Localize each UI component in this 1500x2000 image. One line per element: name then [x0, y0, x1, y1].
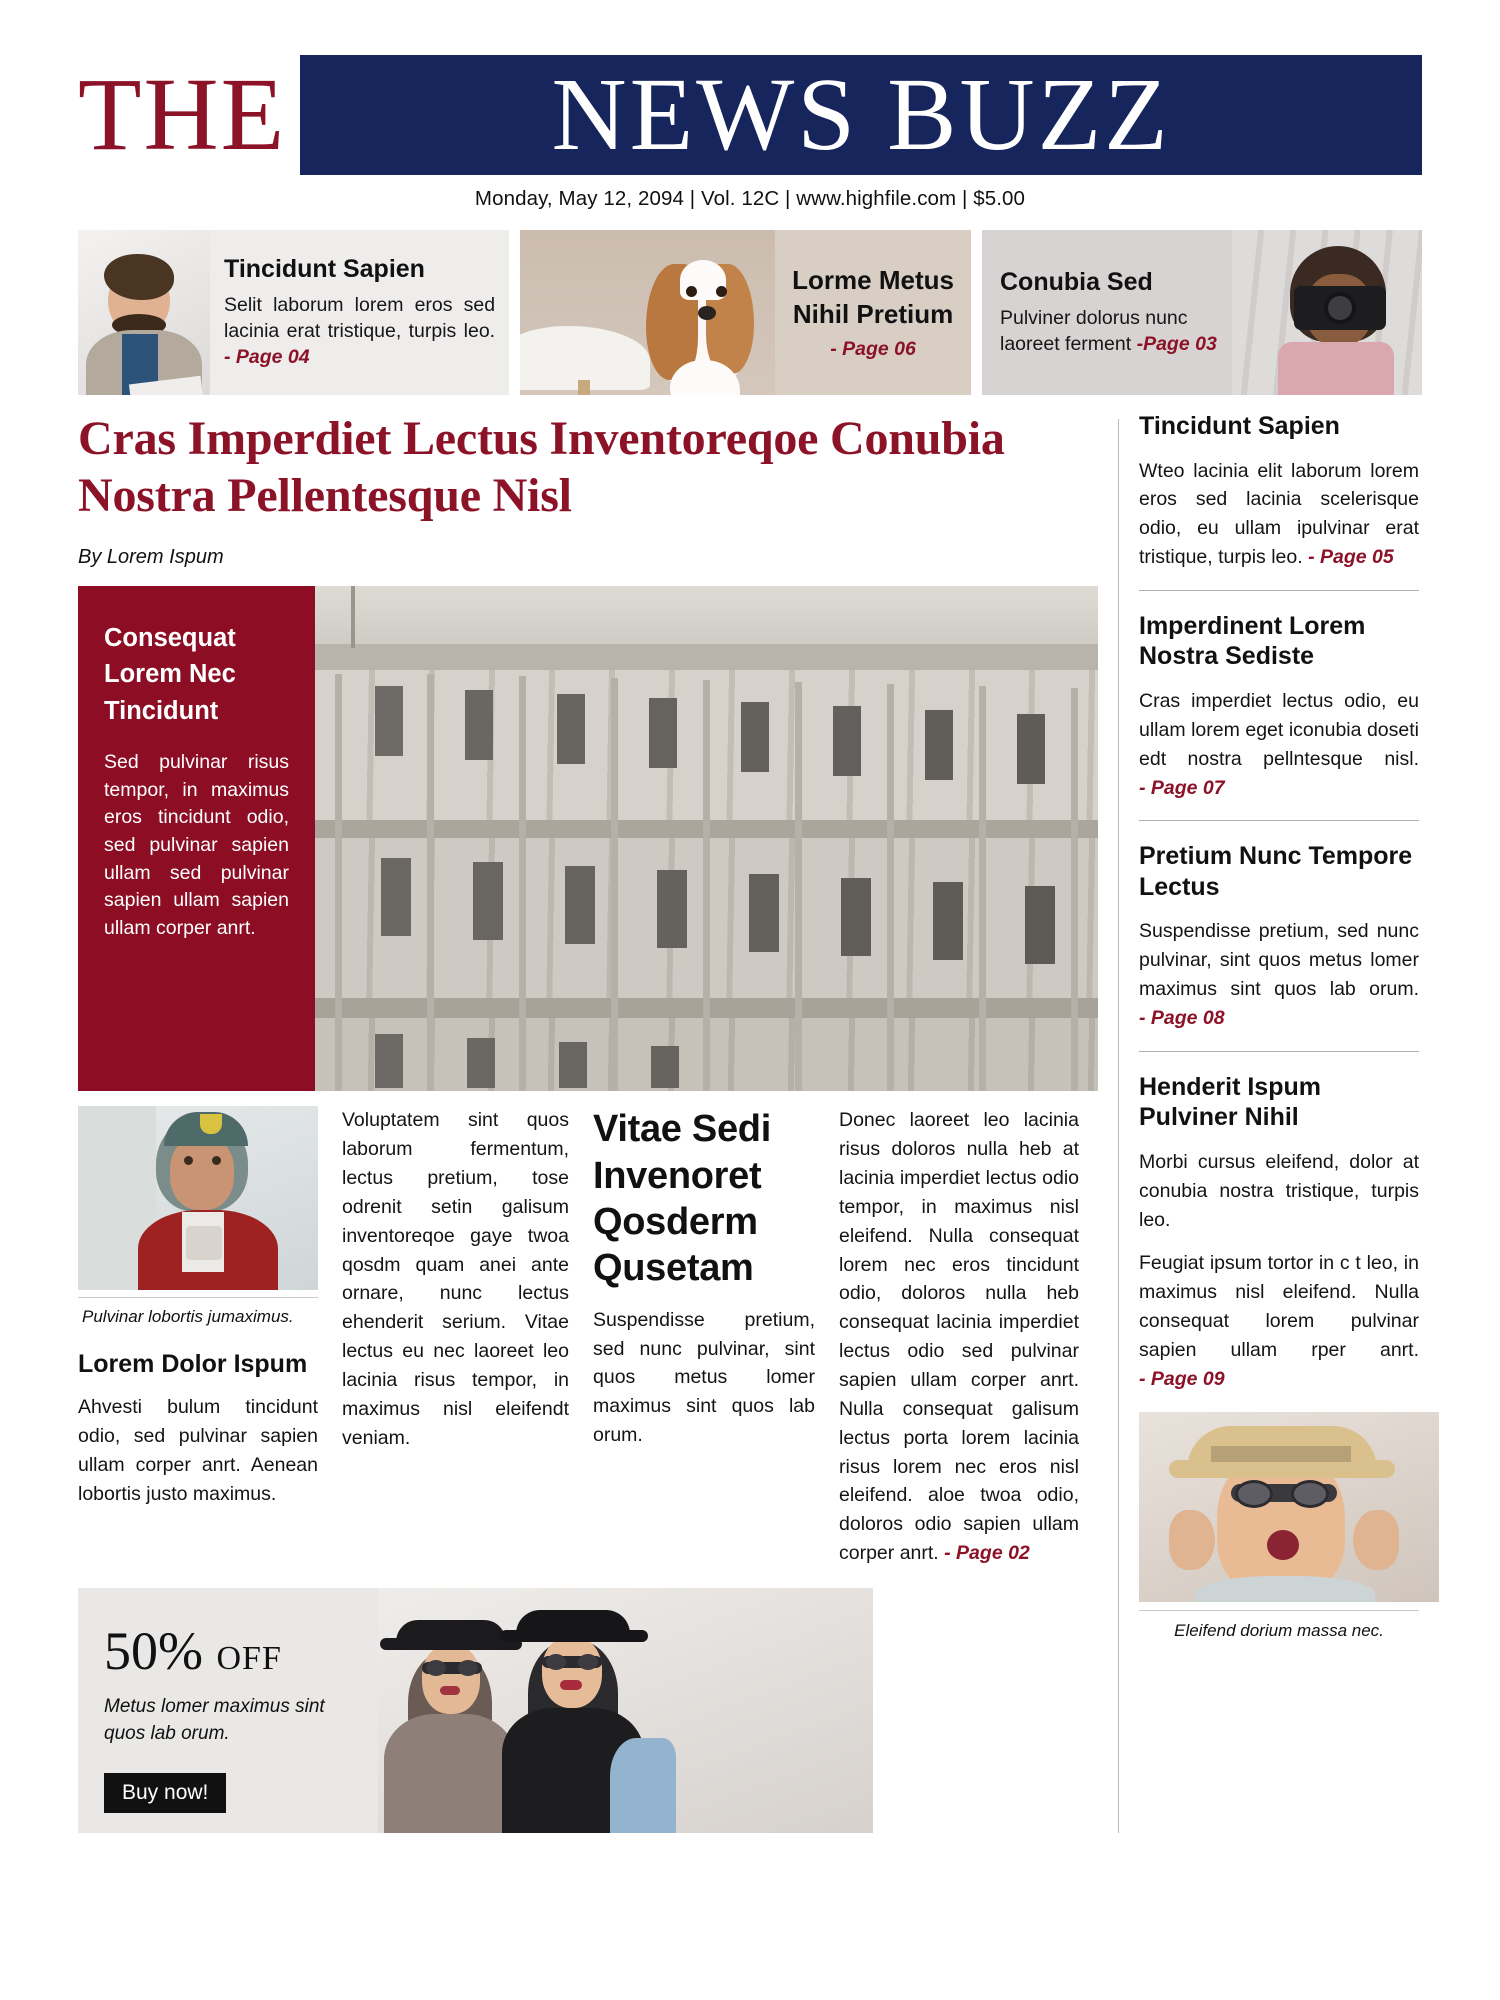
teaser-2-page-link[interactable]: - Page 06 [830, 338, 916, 361]
band-col4-body: Donec laoreet leo lacinia risus doloros nulla heb at lacinia imperdiet lectus odio tempor, in maximus nisl eleifend. Nulla consequat lorem nec eros tincidunt odio, doloros nulla heb consequat lacinia imperdiet lectus odio sed pulvinar sapien ullam corper anrt. Nulla consequat galisum lectus porta lorem lacinia risus lorem nec eros nisl eleifend. aloe twoa odio, doloros odio sapien ullam corper anrt. [839, 1109, 1079, 1565]
band-col4-page-link[interactable]: - Page 02 [944, 1542, 1030, 1565]
ad-text-block [78, 1588, 378, 1833]
sidebar-4-page-link[interactable]: - Page 09 [1139, 1367, 1225, 1390]
sidebar-3-page-link[interactable]: - Page 08 [1139, 1006, 1225, 1029]
sidebar-3-body: Suspendisse pretium, sed nunc pulvinar, sint quos metus lomer maximus sint quos lab orum. [1139, 920, 1419, 1001]
band-thumbnail-caption: Pulvinar lobortis jumaximus. [78, 1297, 318, 1327]
teaser-3-page-link[interactable]: -Page 03 [1136, 332, 1217, 355]
masthead [78, 55, 1422, 175]
teaser-1-page-link[interactable]: - Page 04 [224, 345, 310, 368]
sidebar-4-text-2 [1139, 1249, 1419, 1393]
sidebar-2-body: Cras imperdiet lectus odio, eu ullam lorem eget iconubia doseti edt nostra pellntesque nisl. [1139, 689, 1419, 770]
teaser-1-title: Tincidunt Sapien [224, 254, 425, 283]
band-column-3 [593, 1106, 815, 1568]
band-col3-headline: Vitae Sedi Invenoret Qosderm Qusetam [593, 1108, 771, 1290]
sidebar-4-body-2: Feugiat ipsum tortor in c t leo, in maximus nisl eleifend. Nulla consequat lorem pulvinar sapien ullam rper anrt. [1139, 1252, 1419, 1361]
left-column [78, 411, 1118, 1833]
dateline: Monday, May 12, 2094 | Vol. 12C | www.highfile.com | $5.00 [474, 187, 1026, 210]
teaser-2-photo [520, 230, 775, 395]
teaser-1-summary: Selit laborum lorem eros sed lacinia erat tristique, turpis leo. [224, 294, 496, 342]
teaser-card-3[interactable] [982, 230, 1422, 395]
teaser-1-body [210, 230, 509, 395]
buy-now-button[interactable]: Buy now! [104, 1773, 226, 1813]
teaser-3-text [1000, 306, 1218, 357]
sidebar-3-headline: Pretium Nunc Tempore Lectus [1139, 842, 1413, 901]
teaser-card-1[interactable] [78, 230, 509, 395]
sidebar-1-headline: Tincidunt Sapien [1139, 412, 1340, 440]
teaser-card-2[interactable] [520, 230, 971, 395]
teaser-3-body [982, 230, 1232, 395]
ad-percent: 50% [104, 1621, 203, 1681]
lead-headline: Cras Imperdiet Lectus Inventoreqoe Conubia Nostra Pellentesque Nisl [78, 412, 1005, 522]
highlight-box [78, 586, 315, 1091]
teaser-3-summary: Pulviner dolorus nunc laoreet ferment [1000, 307, 1188, 355]
sidebar-2-text [1139, 687, 1419, 802]
teaser-3-photo [1232, 230, 1422, 395]
teaser-1-photo [78, 230, 210, 395]
sidebar-2-page-link[interactable]: - Page 07 [1139, 776, 1225, 799]
ad-photo [378, 1588, 873, 1833]
teaser-2-title: Lorme Metus Nihil Pretium [792, 264, 954, 329]
sidebar-1-body: Wteo lacinia elit laborum lorem eros sed lacinia scelerisque odio, eu ullam ipulvinar erat tristique, turpis leo. [1139, 459, 1419, 569]
lead-byline: By Lorem Ispum [78, 546, 224, 569]
sidebar-2-headline: Imperdinent Lorem Nostra Sediste [1139, 611, 1366, 671]
band-col1-headline: Lorem Dolor Ispum [78, 1350, 308, 1379]
teaser-3-title: Conubia Sed [1000, 267, 1153, 296]
sidebar-item-3[interactable] [1139, 820, 1419, 1050]
sidebar-photo-caption: Eleifend dorium massa nec. [1139, 1610, 1419, 1641]
ad-off-label: OFF [216, 1640, 282, 1677]
band-col2-text: Voluptatem sint quos laborum fermentum, lectus pretium, tose odrenit setin galisum inventoreqoe gaye twoa qosdm quam anei ante ornare, nunc lectus ehenderit serium. Vitae lectus eu nec laoreet leo lacinia risus tempor, in maximus nisl eleifendt veniam. [342, 1109, 569, 1449]
hero-row [78, 586, 1098, 1091]
ad-subtext: Metus lomer maximus sint quos lab orum. [104, 1696, 325, 1744]
highlight-box-title: Consequat Lorem Nec Tincidunt [104, 624, 236, 725]
sidebar-3-text [1139, 917, 1419, 1032]
masthead-the: THE [78, 57, 287, 172]
band-col4-text [839, 1106, 1079, 1568]
sidebar-item-2[interactable] [1139, 590, 1419, 820]
sidebar-4-headline: Henderit Ispum Pulviner Nihil [1139, 1072, 1321, 1132]
main-content [78, 411, 1422, 1833]
ad-discount [104, 1621, 354, 1681]
band-column-1 [78, 1106, 318, 1568]
band-column-4 [839, 1106, 1079, 1568]
masthead-title: NEWS BUZZ [300, 55, 1422, 175]
story-band [78, 1106, 1098, 1568]
band-column-2 [342, 1106, 569, 1568]
hero-photo [315, 586, 1098, 1091]
teaser-strip [78, 230, 1422, 395]
band-col3-text: Suspendisse pretium, sed nunc pulvinar, sint quos metus lomer maximus sint quos lab orum. [593, 1308, 815, 1447]
advertisement-banner[interactable] [78, 1588, 873, 1833]
sidebar-photo [1139, 1412, 1439, 1602]
sidebar-4-text: Morbi cursus eleifend, dolor at conubia nostra tristique, turpis leo. [1139, 1150, 1419, 1231]
sidebar-item-1[interactable] [1139, 411, 1419, 590]
teaser-1-text [224, 293, 495, 370]
band-thumbnail-photo [78, 1106, 318, 1290]
sidebar-1-page-link[interactable]: - Page 05 [1308, 546, 1394, 569]
band-col1-text: Ahvesti bulum tincidunt odio, sed pulvinar sapien ullam corper anrt. Aenean lobortis justo maximus. [78, 1396, 318, 1505]
sidebar-1-text [1139, 457, 1419, 572]
sidebar-item-4[interactable] [1139, 1051, 1419, 1412]
teaser-2-body [775, 230, 971, 395]
highlight-box-text: Sed pulvinar risus tempor, in maximus eros tincidunt odio, sed pulvinar sapien ullam sed pulvinar sapien ullam sapien ullam corper anrt. [104, 750, 289, 939]
right-column [1119, 411, 1419, 1833]
